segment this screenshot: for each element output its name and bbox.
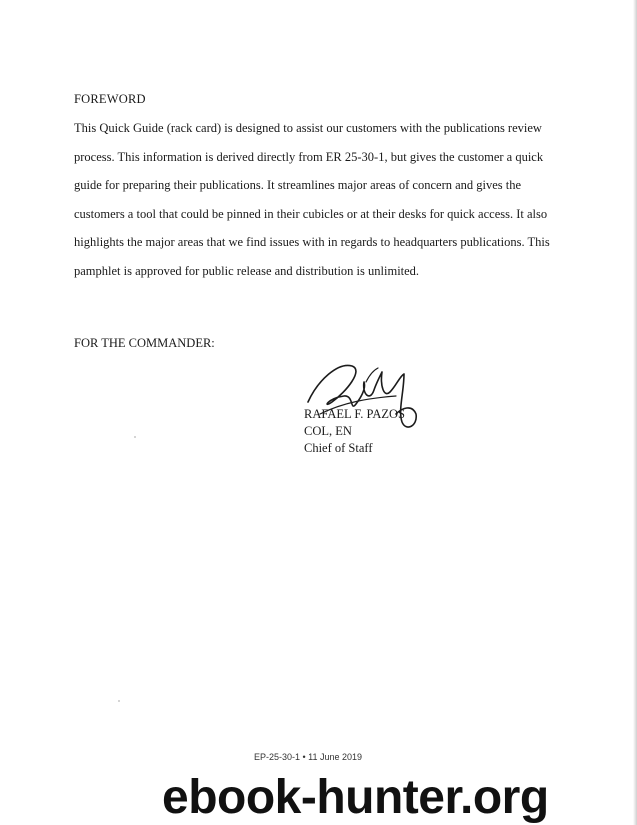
signature-block <box>304 406 405 457</box>
watermark-text: ebook-hunter.org <box>162 771 549 824</box>
foreword-heading: FOREWORD <box>74 92 146 106</box>
signer-rank: COL, EN <box>304 424 352 438</box>
page-edge-shadow <box>633 0 637 825</box>
page-footer: EP-25-30-1 • 11 June 2019 <box>254 752 363 762</box>
scan-speck <box>134 436 136 438</box>
scan-speck <box>118 700 120 702</box>
signer-title: Chief of Staff <box>304 441 373 455</box>
foreword-body: This Quick Guide (rack card) is designed to assist our customers with the publications review process. This information is derived directly from ER 25-30-1, but gives the customer a quick guide for preparing their publications. It streamlines major areas of concern and gives the customers a tool that could be pinned in their cubicles or at their desks for quick access. It also highlights the major areas that we find issues with in regards to headquarters publications. This pamphlet is approved for public release and distribution is unlimited. <box>74 121 550 278</box>
signer-name: RAFAEL F. PAZOS <box>304 407 405 421</box>
closing-line: FOR THE COMMANDER: <box>74 336 215 350</box>
